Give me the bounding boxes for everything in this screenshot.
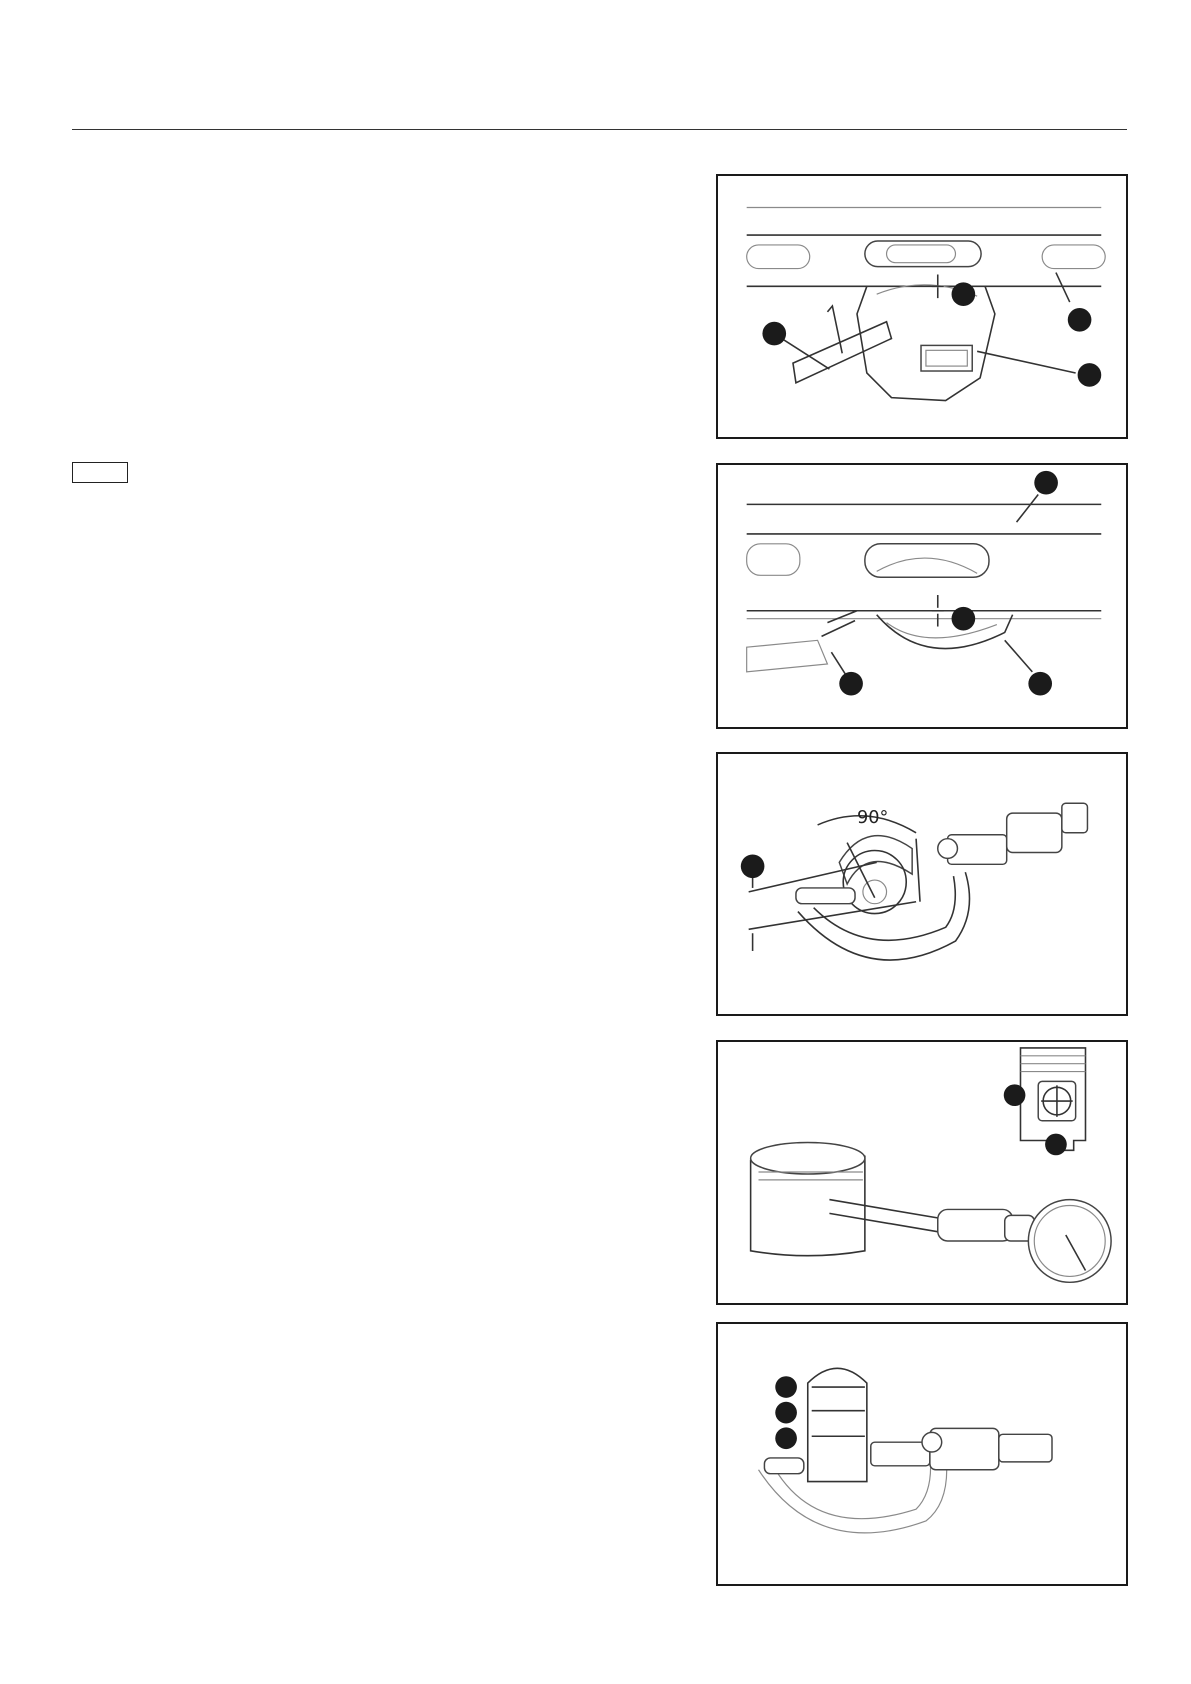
- angle-label: 90°: [857, 807, 889, 828]
- note-box: [72, 462, 128, 483]
- callout-2c: [839, 672, 863, 696]
- callout-1a: [952, 282, 976, 306]
- callout-1b: [1068, 308, 1092, 332]
- callout-5c: [775, 1427, 797, 1449]
- callout-1d: [762, 322, 786, 346]
- callout-4a: [1004, 1084, 1026, 1106]
- callout-3a: [741, 854, 765, 878]
- figure-3: [716, 752, 1128, 1016]
- figure-4-drawing: [718, 1042, 1126, 1303]
- callout-4b: [1045, 1134, 1067, 1156]
- figure-1: [716, 174, 1128, 439]
- figure-2: [716, 463, 1128, 729]
- callout-1c: [1078, 363, 1102, 387]
- callout-2a: [1034, 471, 1058, 495]
- figure-2-drawing: [718, 465, 1126, 727]
- callout-5b: [775, 1402, 797, 1424]
- figure-4: [716, 1040, 1128, 1305]
- header-rule: [72, 129, 1127, 130]
- callout-2d: [1028, 672, 1052, 696]
- figure-5: [716, 1322, 1128, 1586]
- figure-3-drawing: [718, 754, 1126, 1014]
- callout-2b: [952, 607, 976, 631]
- figure-1-drawing: [718, 176, 1126, 437]
- figure-5-drawing: [718, 1324, 1126, 1584]
- callout-5a: [775, 1376, 797, 1398]
